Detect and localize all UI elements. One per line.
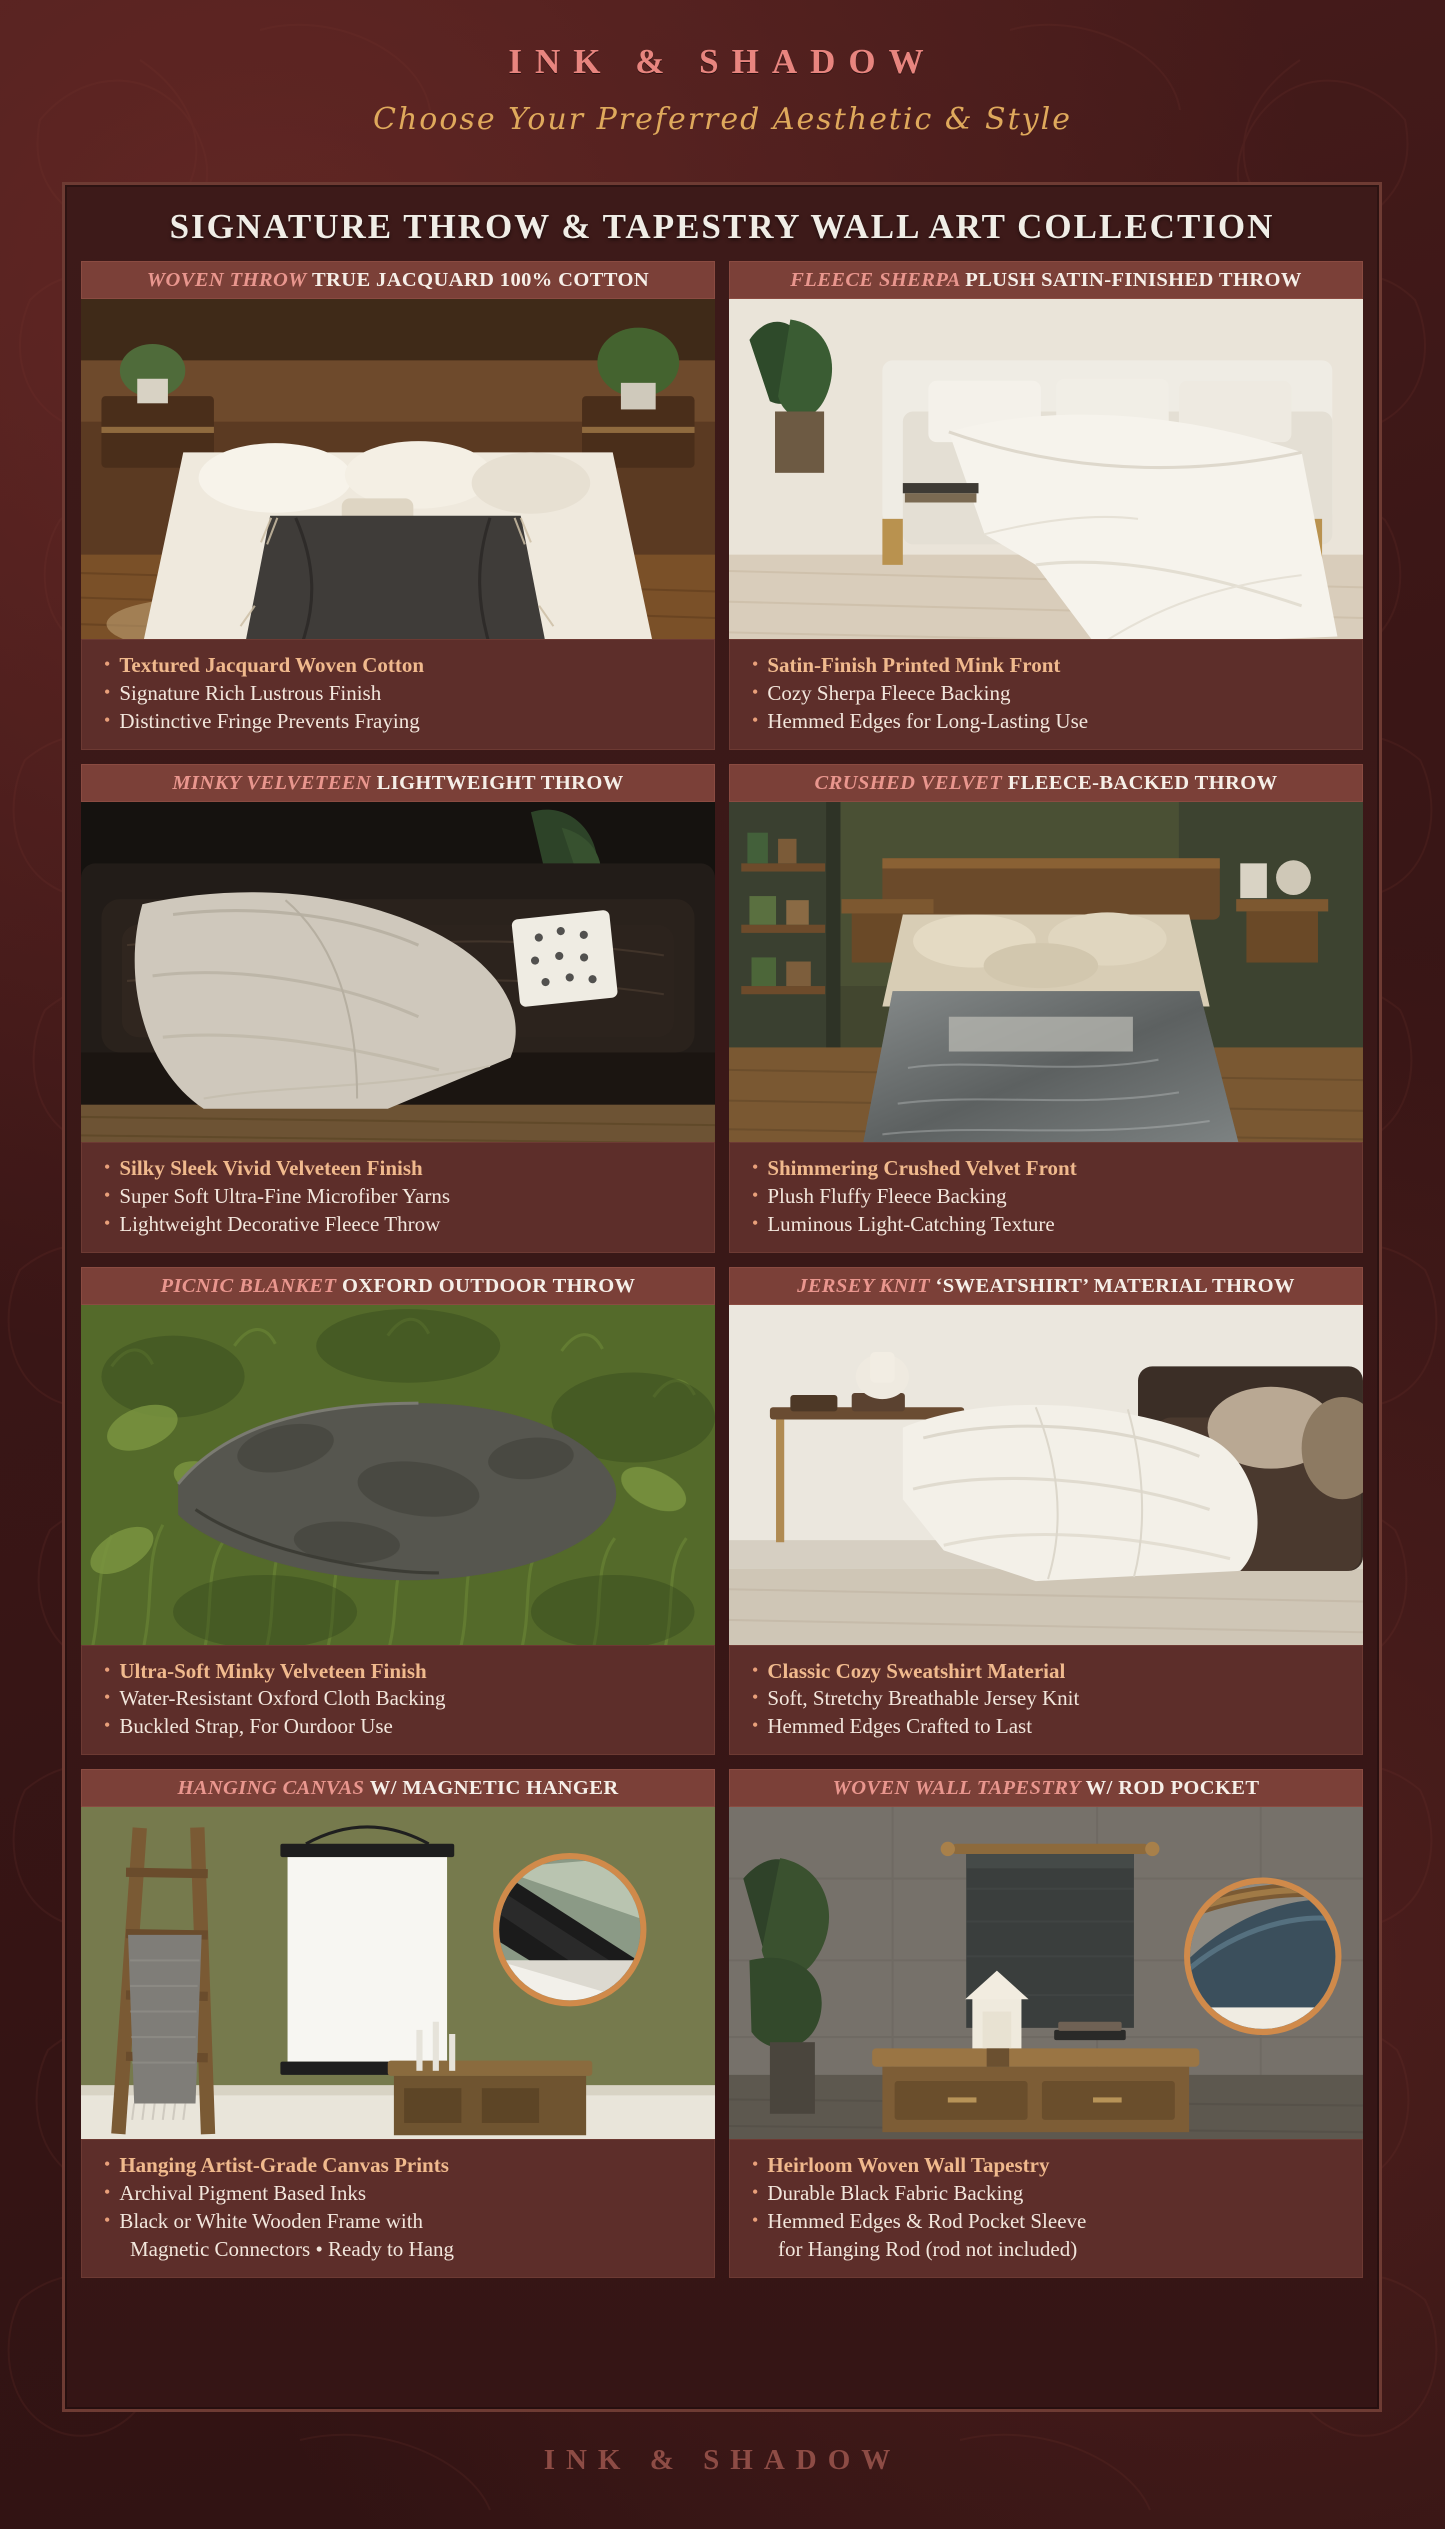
product-card-jersey-knit[interactable]	[729, 1267, 1363, 1756]
product-card-hanging-canvas[interactable]	[81, 1769, 715, 2278]
bullet-icon: •	[752, 2182, 759, 2203]
bullet-icon: •	[752, 1156, 759, 1177]
feature-list-hanging-canvas	[81, 2139, 715, 2278]
bullet-icon: •	[752, 1212, 759, 1233]
feature-item: • Signature Rich Lustrous Finish	[104, 680, 382, 705]
product-title-crushed-velvet	[729, 764, 1363, 802]
feature-item: • Hemmed Edges for Long-Lasting Use	[752, 708, 1089, 733]
bullet-icon: •	[104, 2154, 111, 2175]
feature-item: • Distinctive Fringe Prevents Fraying	[104, 708, 420, 733]
feature-item: • Archival Pigment Based Inks	[104, 2181, 367, 2206]
collection-panel	[62, 182, 1382, 2412]
bullet-icon: •	[104, 2182, 111, 2203]
feature-item: • Plush Fluffy Fleece Backing	[752, 1183, 1007, 1208]
bullet-icon: •	[752, 709, 759, 730]
product-title-accent: CRUSHED VELVET	[814, 771, 1008, 794]
feature-list-picnic-blanket	[81, 1645, 715, 1756]
bullet-icon: •	[752, 1715, 759, 1736]
footer-brand: INK & SHADOW	[543, 2444, 902, 2476]
feature-item: • Classic Cozy Sweatshirt Material	[752, 1658, 1066, 1683]
product-title-accent: FLEECE SHERPA	[790, 269, 966, 291]
product-title-accent: PICNIC BLANKET	[160, 1274, 342, 1297]
feature-list-minky-velveteen	[81, 1142, 715, 1253]
feature-list-woven-wall-tapestry	[729, 2139, 1363, 2278]
product-title-plain: W/ MAGNETIC HANGER	[369, 1777, 619, 1800]
product-title-plain: LIGHTWEIGHT THROW	[376, 771, 624, 794]
feature-list-fleece-sherpa	[729, 639, 1363, 750]
feature-item: • Silky Sleek Vivid Velveteen Finish	[104, 1155, 423, 1180]
feature-list-woven-throw	[81, 639, 715, 750]
woven-wall-tapestry-photo	[729, 1807, 1363, 2139]
sherpa-throw-on-sofa-photo	[729, 299, 1363, 639]
feature-item: for Hanging Rod (rod not included)	[778, 2237, 1078, 2262]
jersey-knit-throw-on-sofa-photo	[729, 1305, 1363, 1645]
product-card-fleece-sherpa[interactable]	[729, 261, 1363, 750]
feature-list-crushed-velvet	[729, 1142, 1363, 1253]
product-title-plain: PLUSH SATIN-FINISHED THROW	[965, 269, 1302, 291]
feature-item: • Textured Jacquard Woven Cotton	[104, 653, 425, 677]
minky-throw-on-leather-sofa-photo	[81, 802, 715, 1142]
product-card-minky-velveteen[interactable]	[81, 764, 715, 1253]
product-title-woven-throw	[81, 261, 715, 299]
product-title-accent: WOVEN THROW	[146, 269, 312, 291]
feature-item: • Buckled Strap, For Ourdoor Use	[104, 1714, 393, 1739]
feature-list-jersey-knit	[729, 1645, 1363, 1756]
bullet-icon: •	[104, 681, 111, 702]
feature-item: • Heirloom Woven Wall Tapestry	[752, 2153, 1050, 2178]
bullet-icon: •	[752, 2154, 759, 2175]
product-title-plain: OXFORD OUTDOOR THROW	[341, 1274, 636, 1297]
product-card-crushed-velvet[interactable]	[729, 764, 1363, 1253]
brand-title: INK & SHADOW	[508, 42, 937, 81]
bullet-icon: •	[104, 1212, 111, 1233]
product-card-woven-throw[interactable]	[81, 261, 715, 750]
feature-item: • Lightweight Decorative Fleece Throw	[104, 1211, 441, 1236]
header-tagline: Choose Your Preferred Aesthetic & Style	[373, 102, 1072, 137]
bullet-icon: •	[752, 1184, 759, 1205]
product-title-woven-wall-tapestry	[729, 1769, 1363, 1807]
feature-item: Magnetic Connectors • Ready to Hang	[130, 2237, 455, 2262]
page-title: SIGNATURE THROW & TAPESTRY WALL ART COLLECTION	[169, 207, 1275, 246]
feature-item: • Hanging Artist-Grade Canvas Prints	[104, 2153, 449, 2178]
bullet-icon: •	[104, 2210, 111, 2231]
bullet-icon: •	[104, 709, 111, 730]
product-title-plain: TRUE JACQUARD 100% COTTON	[311, 269, 650, 291]
product-card-woven-wall-tapestry[interactable]	[729, 1769, 1363, 2278]
bullet-icon: •	[104, 1184, 111, 1205]
page-header	[0, 0, 1445, 182]
bullet-icon: •	[104, 1659, 111, 1680]
bullet-icon: •	[752, 654, 759, 674]
feature-item: • Black or White Wooden Frame with	[104, 2209, 424, 2234]
product-title-accent: JERSEY KNIT	[797, 1274, 936, 1297]
feature-item: • Cozy Sherpa Fleece Backing	[752, 680, 1011, 705]
feature-item: • Ultra-Soft Minky Velveteen Finish	[104, 1658, 427, 1683]
product-title-jersey-knit	[729, 1267, 1363, 1305]
feature-item: • Super Soft Ultra-Fine Microfiber Yarns	[104, 1183, 451, 1208]
feature-item: • Soft, Stretchy Breathable Jersey Knit	[752, 1686, 1080, 1711]
feature-item: • Durable Black Fabric Backing	[752, 2181, 1024, 2206]
bullet-icon: •	[752, 2210, 759, 2231]
crushed-velvet-throw-on-bed-photo	[729, 802, 1363, 1142]
picnic-blanket-on-grass-photo	[81, 1305, 715, 1645]
woven-throw-on-bed-photo	[81, 299, 715, 639]
feature-item: • Satin-Finish Printed Mink Front	[752, 653, 1061, 677]
hanging-canvas-on-green-wall-photo	[81, 1807, 715, 2139]
product-title-minky-velveteen	[81, 764, 715, 802]
bullet-icon: •	[104, 1715, 111, 1736]
product-title-plain: ‘SWEATSHIRT’ MATERIAL THROW	[935, 1274, 1295, 1297]
bullet-icon: •	[104, 1687, 111, 1708]
product-card-picnic-blanket[interactable]	[81, 1267, 715, 1756]
product-title-accent: MINKY VELVETEEN	[172, 771, 377, 794]
feature-item: • Shimmering Crushed Velvet Front	[752, 1155, 1077, 1180]
product-title-plain: FLEECE-BACKED THROW	[1007, 771, 1278, 794]
feature-item: • Water-Resistant Oxford Cloth Backing	[104, 1686, 446, 1711]
product-title-picnic-blanket	[81, 1267, 715, 1305]
bullet-icon: •	[752, 1659, 759, 1680]
product-title-fleece-sherpa	[729, 261, 1363, 299]
bullet-icon: •	[104, 654, 111, 674]
product-grid	[65, 261, 1379, 2294]
bullet-icon: •	[104, 1156, 111, 1177]
bullet-icon: •	[752, 1687, 759, 1708]
product-title-accent: HANGING CANVAS	[177, 1777, 370, 1800]
feature-item: • Hemmed Edges Crafted to Last	[752, 1714, 1033, 1739]
bullet-icon: •	[752, 681, 759, 702]
feature-item: • Hemmed Edges & Rod Pocket Sleeve	[752, 2209, 1087, 2234]
product-title-hanging-canvas	[81, 1769, 715, 1807]
product-title-accent: WOVEN WALL TAPESTRY	[832, 1777, 1086, 1800]
product-title-plain: W/ ROD POCKET	[1085, 1777, 1260, 1800]
feature-item: • Luminous Light-Catching Texture	[752, 1211, 1055, 1236]
